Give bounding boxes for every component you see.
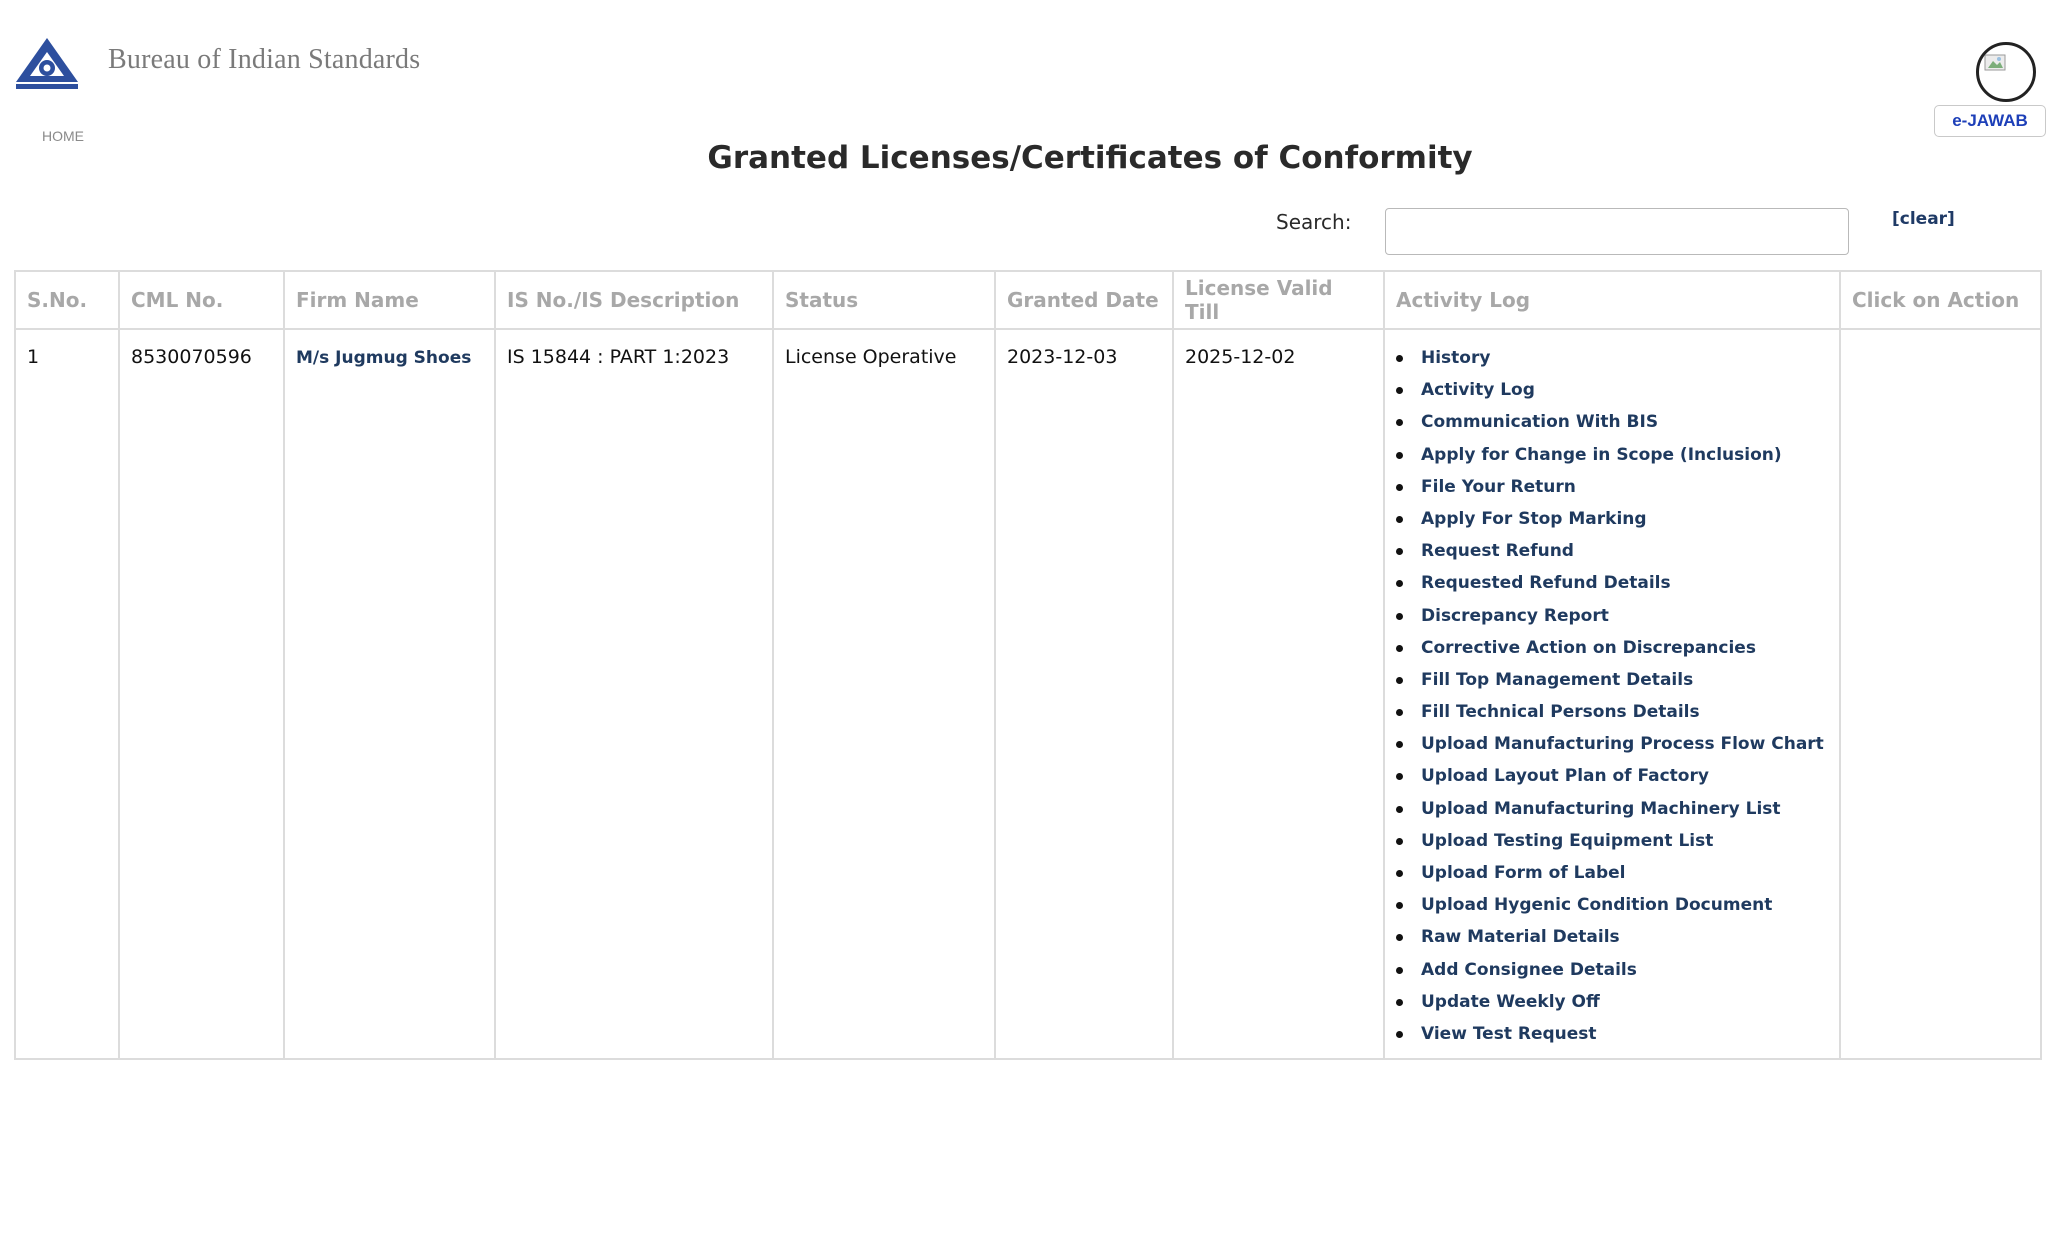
activity-log-list bbox=[1396, 346, 1828, 1054]
activity-item-label[interactable]: File Your Return bbox=[1421, 476, 1576, 497]
activity-item-corrective-action[interactable] bbox=[1408, 636, 1828, 668]
activity-item-test-request[interactable] bbox=[1408, 1022, 1828, 1054]
activity-item-label[interactable]: History bbox=[1421, 348, 1491, 368]
activity-item-label[interactable]: Activity Log bbox=[1421, 380, 1535, 401]
cell-is-description: IS 15844 : PART 1:2023 bbox=[495, 329, 773, 1059]
broken-image-icon bbox=[1979, 45, 2033, 99]
user-avatar-icon[interactable] bbox=[1976, 42, 2036, 102]
column-header-cml-no[interactable]: CML No. bbox=[119, 271, 284, 329]
table-row bbox=[15, 329, 2041, 1059]
activity-item-consignee[interactable] bbox=[1408, 958, 1828, 990]
cell-granted-date: 2023-12-03 bbox=[995, 329, 1173, 1059]
activity-item-request-refund[interactable] bbox=[1408, 539, 1828, 571]
activity-item-label[interactable]: Upload Testing Equipment List bbox=[1421, 830, 1714, 851]
activity-item-layout-plan[interactable] bbox=[1408, 764, 1828, 796]
column-header-granted-date[interactable]: Granted Date bbox=[995, 271, 1173, 329]
activity-item-label[interactable]: Fill Top Management Details bbox=[1421, 669, 1694, 690]
activity-item-label[interactable]: Upload Manufacturing Machinery List bbox=[1421, 798, 1781, 819]
activity-item-label[interactable]: Apply for Change in Scope (Inclusion) bbox=[1421, 444, 1782, 465]
activity-item-label[interactable]: Communication With BIS bbox=[1421, 412, 1659, 433]
cell-firm-name bbox=[284, 329, 495, 1059]
firm-name-link[interactable]: M/s Jugmug Shoes bbox=[296, 348, 472, 368]
activity-item-label[interactable]: Upload Layout Plan of Factory bbox=[1421, 766, 1709, 787]
cell-action bbox=[1840, 329, 2041, 1059]
table-header-row bbox=[15, 271, 2041, 329]
activity-item-label[interactable]: Upload Hygenic Condition Document bbox=[1421, 895, 1773, 916]
activity-item-history[interactable] bbox=[1408, 346, 1828, 378]
activity-item-process-flow[interactable] bbox=[1408, 732, 1828, 764]
activity-item-machinery-list[interactable] bbox=[1408, 797, 1828, 829]
activity-item-label[interactable]: Requested Refund Details bbox=[1421, 573, 1671, 594]
activity-item-label[interactable]: Fill Technical Persons Details bbox=[1421, 702, 1700, 723]
cell-activity-log bbox=[1384, 329, 1840, 1059]
cell-sno: 1 bbox=[15, 329, 119, 1059]
activity-item-label[interactable]: Corrective Action on Discrepancies bbox=[1421, 637, 1756, 658]
activity-item-activity-log[interactable] bbox=[1408, 378, 1828, 410]
activity-item-label[interactable]: Upload Manufacturing Process Flow Chart bbox=[1421, 734, 1824, 755]
ejawab-button[interactable]: e-JAWAB bbox=[1934, 105, 2046, 137]
site-brand: Bureau of Indian Standards bbox=[108, 44, 421, 75]
activity-item-label[interactable]: Apply For Stop Marking bbox=[1421, 508, 1647, 529]
clear-search-link[interactable]: [clear] bbox=[1892, 209, 1955, 229]
activity-item-hygenic-condition[interactable] bbox=[1408, 893, 1828, 925]
cell-valid-till: 2025-12-02 bbox=[1173, 329, 1384, 1059]
activity-item-label[interactable]: Request Refund bbox=[1421, 541, 1574, 562]
column-header-firm-name[interactable]: Firm Name bbox=[284, 271, 495, 329]
activity-item-form-of-label[interactable] bbox=[1408, 861, 1828, 893]
activity-item-discrepancy-report[interactable] bbox=[1408, 604, 1828, 636]
column-header-sno[interactable]: S.No. bbox=[15, 271, 119, 329]
activity-item-stop-marking[interactable] bbox=[1408, 507, 1828, 539]
activity-item-label[interactable]: Discrepancy Report bbox=[1421, 605, 1609, 626]
activity-item-refund-details[interactable] bbox=[1408, 571, 1828, 603]
cell-cml-no: 8530070596 bbox=[119, 329, 284, 1059]
column-header-valid-till[interactable]: License Valid Till bbox=[1173, 271, 1384, 329]
home-link[interactable]: HOME bbox=[42, 128, 84, 144]
bis-logo[interactable] bbox=[14, 36, 80, 92]
activity-item-weekly-off[interactable] bbox=[1408, 990, 1828, 1022]
activity-item-testing-equipment[interactable] bbox=[1408, 829, 1828, 861]
column-header-is-description[interactable]: IS No./IS Description bbox=[495, 271, 773, 329]
column-header-action[interactable]: Click on Action bbox=[1840, 271, 2041, 329]
licenses-table bbox=[14, 270, 2042, 1060]
activity-item-file-return[interactable] bbox=[1408, 475, 1828, 507]
activity-item-top-management[interactable] bbox=[1408, 668, 1828, 700]
search-label: Search: bbox=[1276, 210, 1352, 234]
activity-item-label[interactable]: Upload Form of Label bbox=[1421, 863, 1626, 883]
column-header-status[interactable]: Status bbox=[773, 271, 995, 329]
search-input[interactable] bbox=[1385, 208, 1849, 255]
activity-item-raw-material[interactable] bbox=[1408, 925, 1828, 957]
cell-status: License Operative bbox=[773, 329, 995, 1059]
activity-item-label[interactable]: Add Consignee Details bbox=[1421, 959, 1637, 980]
activity-item-label[interactable]: Update Weekly Off bbox=[1421, 991, 1600, 1012]
activity-item-communication[interactable] bbox=[1408, 410, 1828, 442]
activity-item-change-scope[interactable] bbox=[1408, 443, 1828, 475]
activity-item-label[interactable]: Raw Material Details bbox=[1421, 927, 1620, 948]
page-title: Granted Licenses/Certificates of Conformity bbox=[707, 140, 1473, 176]
column-header-activity-log[interactable]: Activity Log bbox=[1384, 271, 1840, 329]
activity-item-label[interactable]: View Test Request bbox=[1421, 1023, 1597, 1044]
activity-item-technical-persons[interactable] bbox=[1408, 700, 1828, 732]
